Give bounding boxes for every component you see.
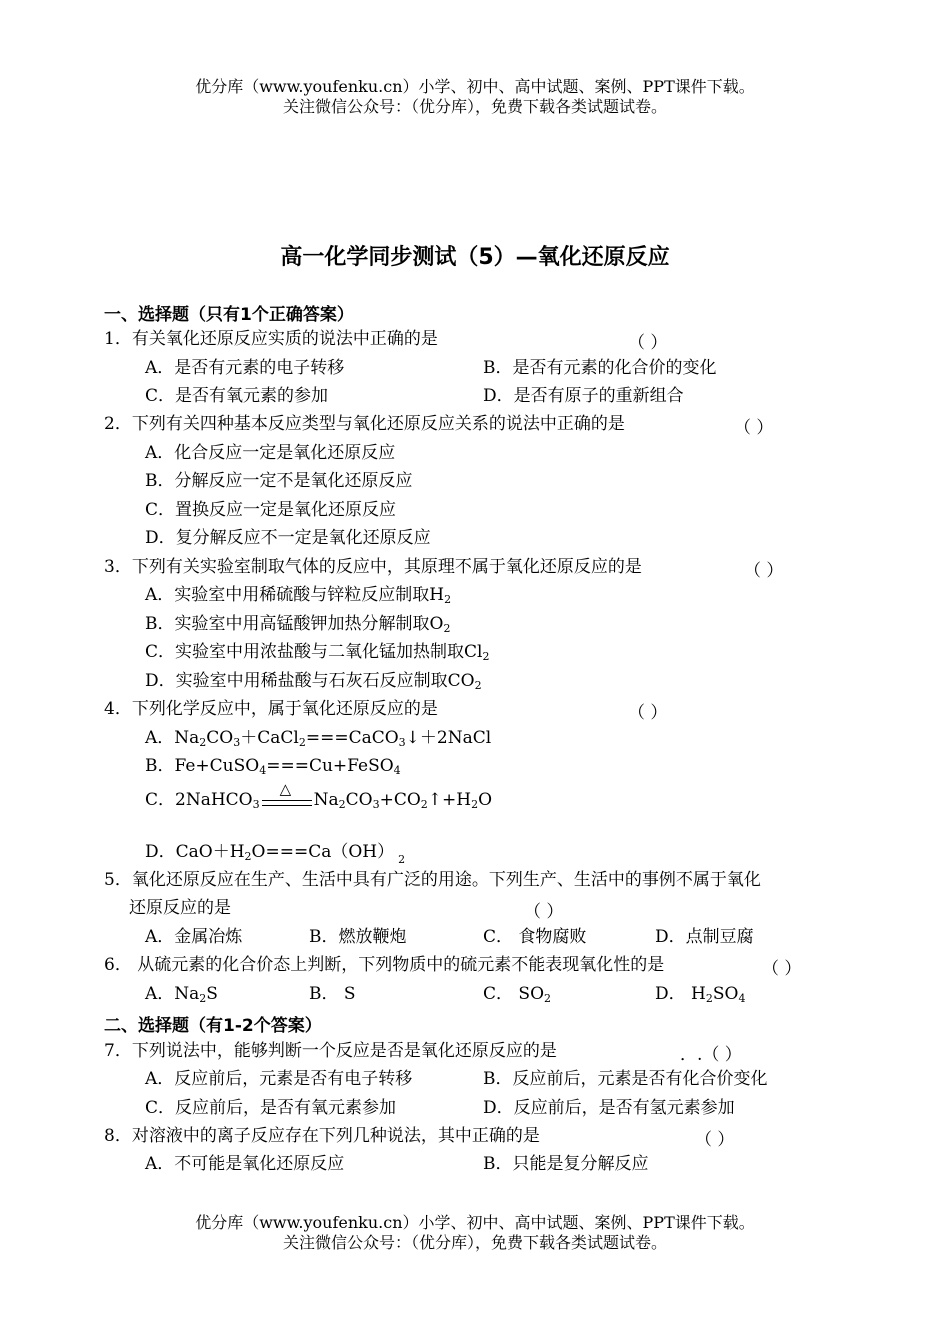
question-7-option-b: B．反应前后，元素是否有化合价变化 <box>483 1069 768 1089</box>
question-8-answer-bracket: （ ） <box>695 1130 735 1150</box>
question-4-option-d: D．$CaO+H_2O===Ca(OH)$ $_2$ <box>145 842 406 866</box>
question-2-option-a: A．化合反应一定是氧化还原反应 <box>145 443 396 463</box>
question-7-stem: 7．下列说法中，能够判断一个反应是否是氧化还原反应的是 <box>104 1041 557 1061</box>
footer-line-2: 关注微信公众号：（优分库），免费下载各类试题试卷。 <box>282 1233 667 1252</box>
heat-triangle-icon: △ <box>279 779 292 798</box>
question-6-option-a: A．$Na_2S$ <box>145 984 218 1005</box>
question-7-option-d: D．反应前后，是否有氢元素参加 <box>483 1098 735 1118</box>
question-4-option-c: C．2NaHCO$_3$ △ $Na_2CO_3+CO_2↑+H_2O$ <box>145 779 493 811</box>
question-1-stem: 1．有关氧化还原反应实质的说法中正确的是 <box>104 329 438 349</box>
question-3-stem: 3．下列有关实验室制取气体的反应中，其原理不属于氧化还原反应的是 <box>104 557 642 577</box>
question-5-option-c: C． 食物腐败 <box>483 927 587 947</box>
question-6-option-d: D． $H_2SO_4$ <box>655 984 746 1005</box>
question-8-option-b: B．只能是复分解反应 <box>483 1154 649 1174</box>
question-3-answer-bracket: （ ） <box>744 561 784 581</box>
question-8-stem: 8．对溶液中的离子反应存在下列几种说法，其中正确的是 <box>104 1126 540 1146</box>
question-5-option-b: B．燃放鞭炮 <box>309 927 407 947</box>
question-1-option-b: B．是否有元素的化合价的变化 <box>483 358 717 378</box>
question-3-option-c: C．实验室中用浓盐酸与二氧化锰加热制取$Cl_2$ <box>145 642 490 663</box>
section-heading-2: 二、选择题（有1-2个答案） <box>104 1016 322 1036</box>
question-2-option-d: D．复分解反应不一定是氧化还原反应 <box>145 528 431 548</box>
question-3-option-d: D．实验室中用稀盐酸与石灰石反应制取$CO_2$ <box>145 671 482 692</box>
page-title: 高一化学同步测试（5）—氧化还原反应 <box>280 245 670 270</box>
question-2-answer-bracket: （ ） <box>734 418 774 438</box>
question-7-answer-bracket: ．.（ ） <box>680 1045 742 1065</box>
question-2-stem: 2．下列有关四种基本反应类型与氧化还原反应关系的说法中正确的是 <box>104 414 625 434</box>
question-1-answer-bracket: （ ） <box>628 333 668 353</box>
question-1-option-a: A．是否有元素的电子转移 <box>145 358 345 378</box>
question-3-option-a: A．实验室中用稀硫酸与锌粒反应制取$H_2$ <box>145 585 452 606</box>
question-5-stem-line-2: 还原反应的是 <box>129 898 231 918</box>
question-5-answer-bracket: （ ） <box>524 902 564 922</box>
question-6-option-b: B． S <box>309 984 356 1004</box>
question-3-option-b: B．实验室中用高锰酸钾加热分解制取$O_2$ <box>145 614 451 635</box>
question-2-option-c: C．置换反应一定是氧化还原反应 <box>145 500 397 520</box>
section-heading-1: 一、选择题（只有1个正确答案） <box>104 305 354 325</box>
question-5-option-a: A．金属冶炼 <box>145 927 243 947</box>
header-line-1: 优分库（www.youfenku.cn）小学、初中、高中试题、案例、PPT课件下载。 <box>195 77 755 96</box>
question-5-stem-line-1: 5．氧化还原反应在生产、生活中具有广泛的用途。下列生产、生活中的事例不属于氧化 <box>104 870 761 890</box>
heating-equals-sign <box>260 779 314 810</box>
question-7-option-c: C．反应前后，是否有氧元素参加 <box>145 1098 397 1118</box>
question-7-option-a: A．反应前后，元素是否有电子转移 <box>145 1069 413 1089</box>
question-2-option-b: B．分解反应一定不是氧化还原反应 <box>145 471 413 491</box>
question-6-option-c: C． $SO_2$ <box>483 984 552 1005</box>
question-5-option-d: D．点制豆腐 <box>655 927 754 947</box>
question-8-option-a: A．不可能是氧化还原反应 <box>145 1154 345 1174</box>
question-1-option-c: C．是否有氧元素的参加 <box>145 386 329 406</box>
question-1-option-d: D．是否有原子的重新组合 <box>483 386 684 406</box>
header-line-2: 关注微信公众号：（优分库），免费下载各类试题试卷。 <box>282 97 667 116</box>
question-4-stem: 4．下列化学反应中，属于氧化还原反应的是 <box>104 699 438 719</box>
question-4-option-b: B．Fe+CuSO$_4$===Cu+FeSO$_4$ <box>145 756 401 777</box>
question-4-answer-bracket: （ ） <box>628 703 668 723</box>
question-4-option-a: A．$Na_2CO_3+CaCl_2===CaCO_3↓+2NaCl$ <box>145 728 492 749</box>
question-6-stem: 6． 从硫元素的化合价态上判断，下列物质中的硫元素不能表现氧化性的是 <box>104 955 665 975</box>
question-6-answer-bracket: （ ） <box>762 959 802 979</box>
footer-line-1: 优分库（www.youfenku.cn）小学、初中、高中试题、案例、PPT课件下载。 <box>195 1213 755 1232</box>
